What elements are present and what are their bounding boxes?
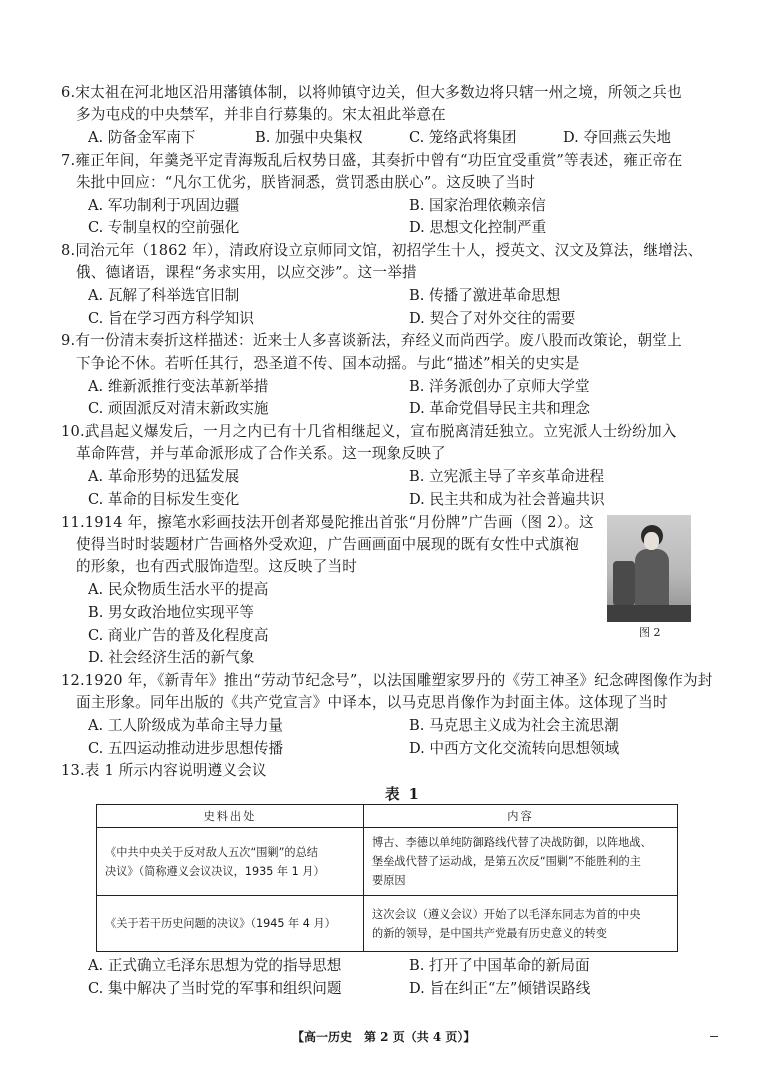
cell-line: 博古、李德以单纯防御路线代替了决战防御，以阵地战、	[372, 836, 652, 849]
question-13-option-a: A. 正式确立毛泽东思想为党的指导思想	[88, 957, 342, 974]
question-7-option-c: C. 专制皇权的空前强化	[88, 219, 240, 236]
question-12-stem-line-2: 面主形象。同年出版的《共产党宣言》中译本，以马克思肖像作为封面主体。这体现了当时	[76, 694, 668, 711]
question-7-option-a: A. 军功制利于巩固边疆	[88, 197, 240, 214]
question-11-option-d: D. 社会经济生活的新气象	[88, 649, 255, 666]
question-11-stem-line-3: 的形象，也有西式服饰造型。这反映了当时	[76, 558, 358, 575]
question-13-option-b: B. 打开了中国革命的新局面	[409, 957, 590, 974]
question-6-stem-line-2: 多为屯戍的中央禁军，并非自行募集的。宋太祖此举意在	[76, 106, 446, 123]
question-8-option-a: A. 瓦解了科举选官旧制	[88, 287, 240, 304]
question-6-option-d: D. 夺回燕云失地	[563, 129, 672, 146]
question-11-option-a: A. 民众物质生活水平的提高	[88, 581, 269, 598]
page-footer: 【高一历史 第 2 页（共 4 页）】	[292, 1030, 476, 1044]
question-6-stem-line-1: 6.宋太祖在河北地区沿用藩镇体制，以将帅镇守边关，但大多数边将只辖一州之境，所领之兵也	[61, 84, 682, 101]
cell-line: 要原因	[372, 874, 406, 887]
footer-mark	[710, 1036, 718, 1037]
question-13-stem-line-1: 13.表 1 所示内容说明遵义会议	[61, 762, 267, 779]
question-10-stem-line-2: 革命阵营，并与革命派形成了合作关系。这一现象反映了	[76, 445, 446, 462]
question-12-option-d: D. 中西方文化交流转向思想领域	[409, 740, 620, 757]
question-7-stem-line-1: 7.雍正年间，年羹尧平定青海叛乱后权势日盛，其奏折中曾有“功臣宜受重赏”等表述，雍正帝在	[61, 152, 683, 169]
question-7-stem-line-2: 朱批中回应：“凡尔工优劣，朕皆洞悉，赏罚悉由朕心”。这反映了当时	[76, 174, 536, 191]
question-13-option-d: D. 旨在纠正“左”倾错误路线	[409, 980, 591, 997]
cell-line: 堡垒战代替了运动战，是第五次反“围剿”不能胜利的主	[372, 855, 641, 868]
question-11-option-b: B. 男女政治地位实现平等	[88, 604, 254, 621]
cell-line: 的新的领导，是中国共产党最有历史意义的转变	[372, 926, 607, 940]
source-table	[96, 804, 678, 952]
question-9-option-d: D. 革命党倡导民主共和理念	[409, 400, 590, 417]
table-header-row	[97, 805, 678, 828]
cell-line: 《关于若干历史问题的决议》（1945 年 4 月）	[105, 917, 336, 930]
question-10-option-c: C. 革命的目标发生变化	[88, 491, 240, 508]
question-8-stem-line-1: 8.同治元年（1862 年），清政府设立京师同文馆，初招学生十人，授英文、汉文及算法，继增法、	[61, 242, 703, 259]
question-6-option-b: B. 加强中央集权	[255, 129, 363, 146]
question-11-option-c: C. 商业广告的普及化程度高	[88, 627, 269, 644]
question-9-option-a: A. 维新派推行变法革新举措	[88, 378, 269, 395]
question-11-stem-line-2: 使得当时时装题材广告画格外受欢迎，广告画画面中展现的既有女性中式旗袍	[76, 536, 579, 553]
cell-line: 决议》（简称遵义会议决议，1935 年 1 月）	[105, 864, 325, 878]
table-row	[97, 828, 678, 896]
question-9-option-c: C. 顽固派反对清末新政实施	[88, 400, 269, 417]
question-12-option-b: B. 马克思主义成为社会主流思潮	[409, 717, 619, 734]
question-10-option-d: D. 民主共和成为社会普遍共识	[409, 491, 605, 508]
question-8-option-c: C. 旨在学习西方科学知识	[88, 310, 254, 327]
photo-figure-face	[644, 532, 659, 550]
question-9-option-b: B. 洋务派创办了京师大学堂	[409, 378, 590, 395]
table-cell-source	[97, 828, 364, 896]
table-row	[97, 896, 678, 952]
cell-line: 这次会议（遵义会议）开始了以毛泽东同志为首的中央	[372, 907, 641, 921]
question-10-option-b: B. 立宪派主导了辛亥革命进程	[409, 468, 605, 485]
question-7-option-d: D. 思想文化控制严重	[409, 219, 547, 236]
question-9-stem-line-2: 下争论不休。若听任其行，恐圣道不传、国本动摇。与此“描述”相关的史实是	[76, 355, 580, 372]
advertisement-painting-image	[607, 515, 691, 622]
question-13-option-c: C. 集中解决了当时党的军事和组织问题	[88, 980, 342, 997]
question-12-option-a: A. 工人阶级成为革命主导力量	[88, 717, 283, 734]
question-8-option-b: B. 传播了激进革命思想	[409, 287, 561, 304]
question-7-option-b: B. 国家治理依赖亲信	[409, 197, 546, 214]
table-cell-content	[364, 828, 678, 896]
table-header-content: 内容	[364, 805, 678, 828]
table-header-source: 史料出处	[97, 805, 364, 828]
question-10-option-a: A. 革命形势的迅猛发展	[88, 468, 240, 485]
question-8-stem-line-2: 俄、德诸语，课程“务求实用，以应交涉”。这一举措	[76, 264, 417, 281]
question-12-option-c: C. 五四运动推动进步思想传播	[88, 740, 284, 757]
question-6-option-c: C. 笼络武将集团	[409, 129, 517, 146]
photo-table-shape	[607, 605, 691, 622]
question-9-stem-line-1: 9.有一份清末奏折这样描述：近来士人多喜谈新法，弃经义而尚西学。废八股而改策论，朝堂上	[61, 332, 682, 349]
photo-chair-shape	[613, 561, 635, 606]
question-6-option-a: A. 防备金军南下	[88, 129, 196, 146]
question-12-stem-line-1: 12.1920 年，《新青年》推出“劳动节纪念号”，以法国雕塑家罗丹的《劳工神圣》纪念碑图像作为封	[61, 672, 713, 689]
table-cell-content	[364, 896, 678, 952]
cell-line: 《中共中央关于反对敌人五次“围剿”的总结	[105, 845, 318, 859]
question-10-stem-line-1: 10.武昌起义爆发后，一月之内已有十几省相继起义，宣布脱离清廷独立。立宪派人士纷纷加入	[61, 423, 677, 440]
figure-caption: 图 2	[639, 626, 661, 639]
question-8-option-d: D. 契合了对外交往的需要	[409, 310, 576, 327]
table-title: 表 1	[385, 786, 421, 803]
photo-figure-body	[635, 549, 669, 609]
question-11-stem-line-1: 11.1914 年，擦笔水彩画技法开创者郑曼陀推出首张“月份牌”广告画（图 2）。这	[61, 514, 594, 531]
table-cell-source	[97, 896, 364, 952]
